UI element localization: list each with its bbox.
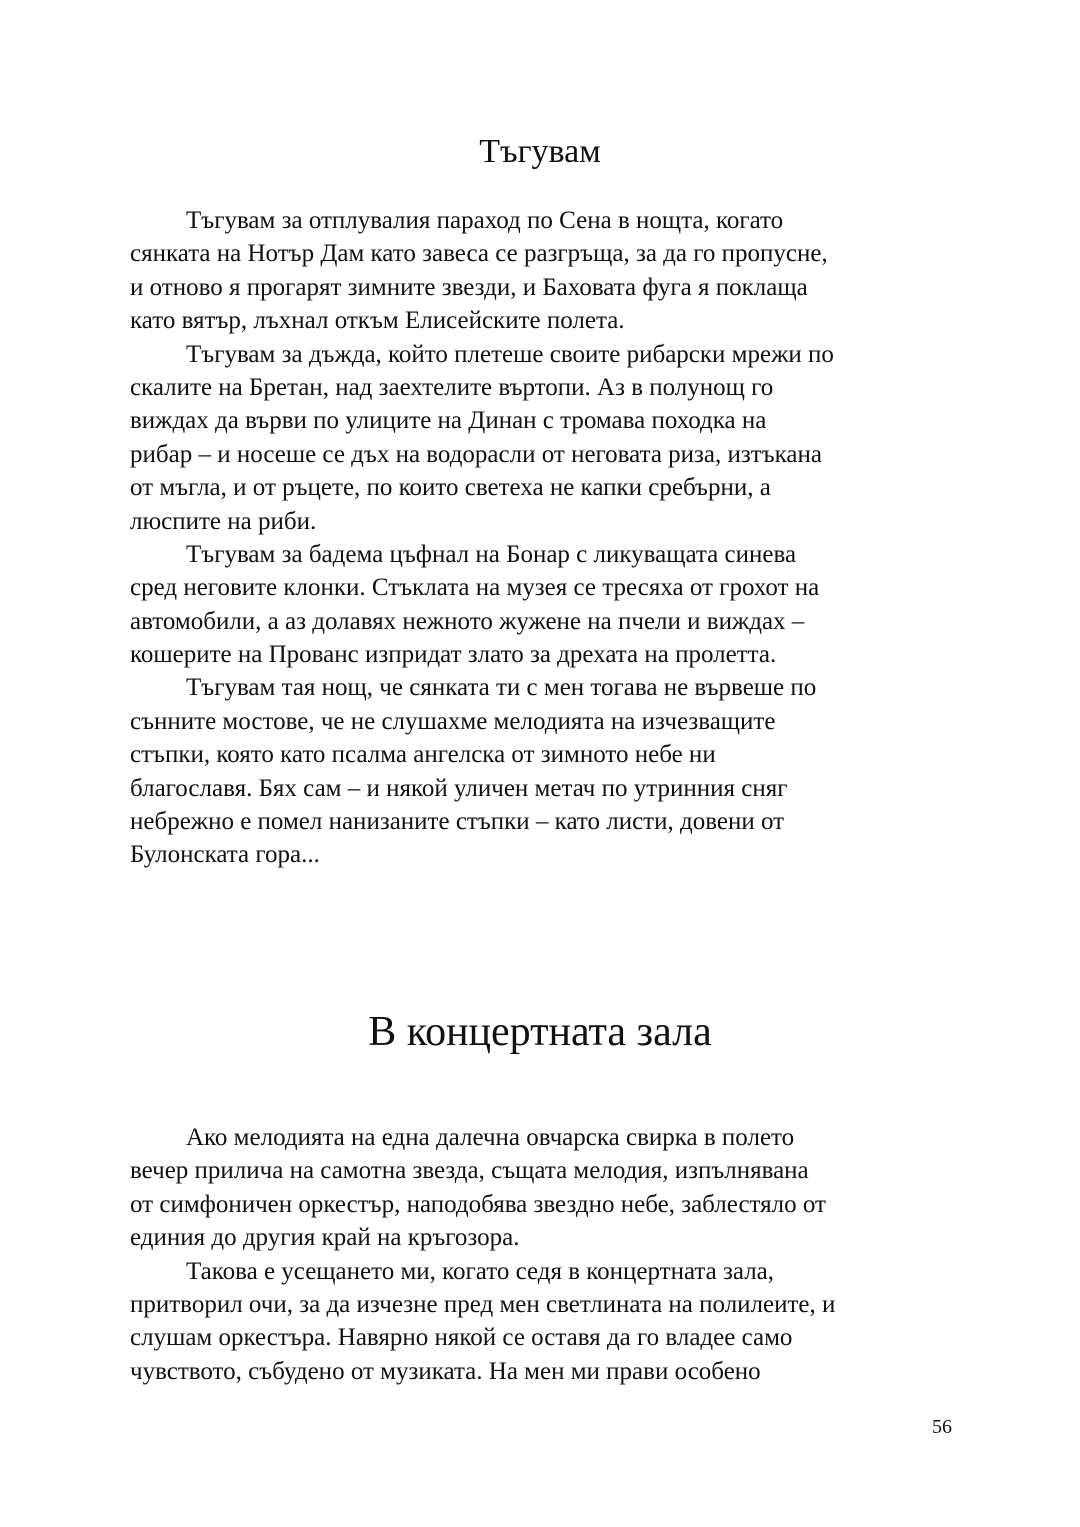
text-line: кошерите на Прованс изпридат злато за дрехата на пролетта. [130,641,777,669]
text-line: люспите на риби. [130,507,317,535]
text-line: сред неговите клонки. Стъклата на музея се тресяха от грохот на [130,574,820,602]
section-title-concert-hall: В концертната зала [368,1009,712,1055]
text-line: Булонската гора... [130,841,320,869]
text-line: от мъгла, и от ръцете, по които светеха не капки сребърни, а [130,474,771,502]
text-line: Такова е усещането ми, когато седя в концертната зала, [186,1257,775,1285]
text-line: като вятър, лъхнал откъм Елисейските полета. [130,307,625,335]
page-number: 56 [932,1416,952,1438]
text-line: единия до другия край на кръгозора. [130,1224,520,1252]
text-line: Тъгувам тая нощ, че сянката ти с мен тогава не вървеше по [186,674,817,702]
text-line: Тъгувам за дъжда, който плетеше своите рибарски мрежи по [186,340,834,368]
text-line: чувството, събудено от музиката. На мен ми прави особено [130,1357,761,1385]
text-line: сънните мостове, че не слушахме мелодията на изчезващите [130,707,776,735]
text-line: рибар – и носеше се дъх на водорасли от неговата риза, изтъкана [130,440,822,468]
text-line: автомобили, а аз долавях нежното жужене на пчели и виждах – [130,607,805,635]
text-line: Ако мелодията на една далечна овчарска свирка в полето [186,1124,795,1151]
text-line: небрежно е помел нанизаните стъпки – като листи, довени от [130,808,785,836]
text-line: Тъгувам за отплувалия параход по Сена в нощта, когато [186,207,784,234]
text-line: скалите на Бретан, над заехтелите въртопи. Аз в полунощ го [130,373,774,401]
text-line: от симфоничен оркестър, наподобява звездно небе, заблестяло от [130,1190,826,1218]
section-body-concert-hall [130,1121,960,1388]
section-body-tagavam [130,204,960,872]
text-line: сянката на Нотър Дам като завеса се разгръща, за да го пропусне, [130,240,828,268]
text-line: вечер прилича на самотна звезда, същата мелодия, изпълнявана [130,1157,809,1185]
text-line: стъпки, която като псалма ангелска от зимното небе ни [130,741,716,769]
text-line: виждах да върви по улиците на Динан с тромава походка на [130,407,767,435]
section-title-tagavam: Тъгувам [479,133,601,170]
text-line: притворил очи, за да изчезне пред мен светлината на полилеите, и [130,1290,836,1318]
text-line: благославя. Бях сам – и някой уличен метач по утринния сняг [130,774,788,802]
text-line: слушам оркестъра. Навярно някой се оставя да го владее само [130,1324,793,1352]
text-line: и отново я прогарят зимните звезди, и Баховата фуга я поклаща [130,273,808,301]
text-line: Тъгувам за бадема цъфнал на Бонар с ликуващата синева [186,540,797,568]
